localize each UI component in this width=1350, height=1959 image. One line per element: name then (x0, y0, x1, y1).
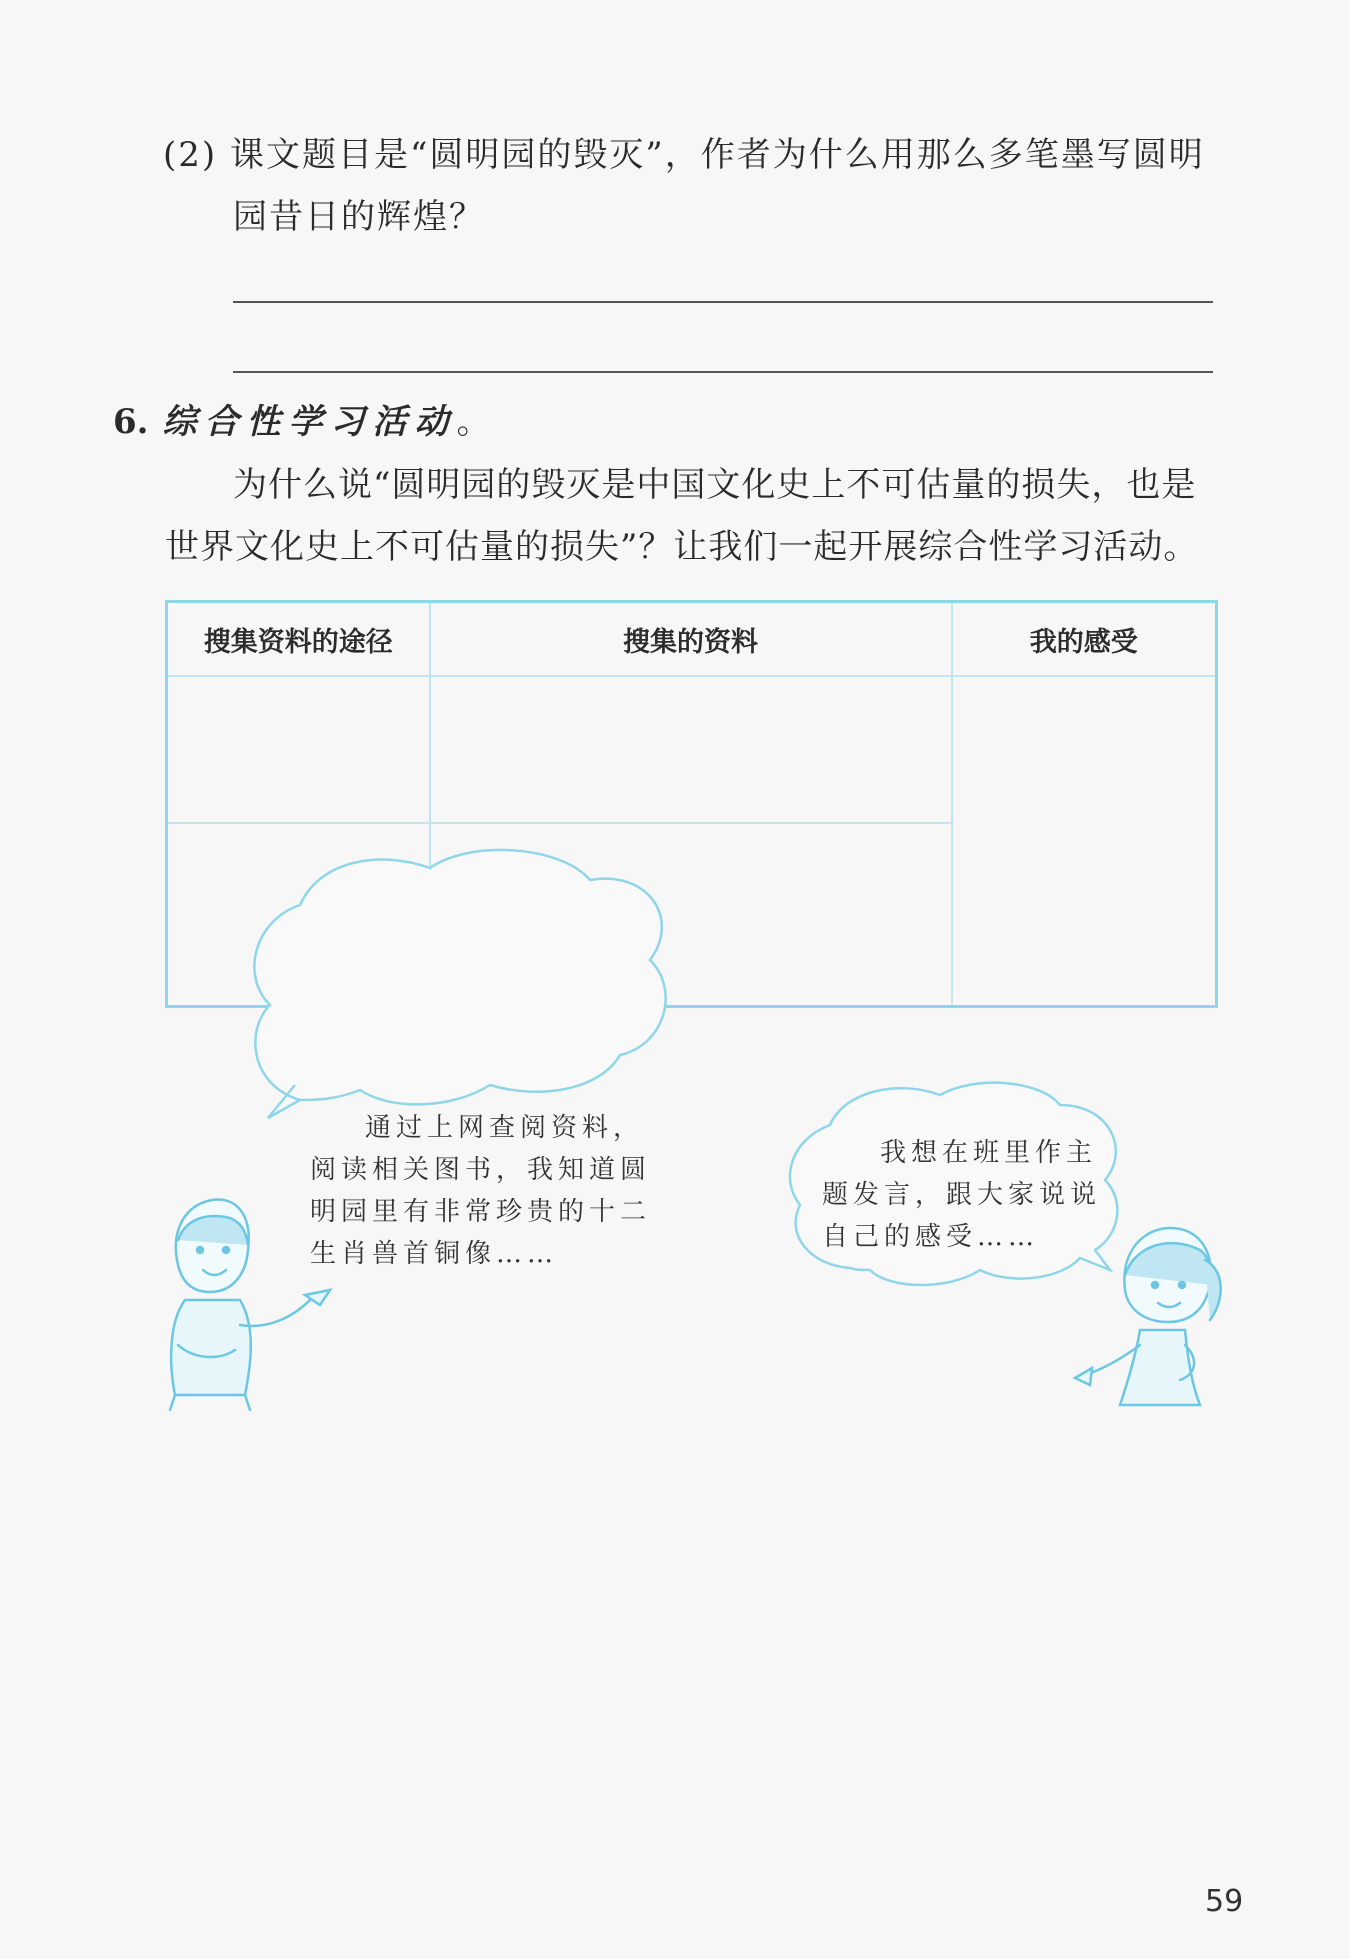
section-title-end: 。 (456, 402, 491, 442)
boy-bubble-line-4: 生肖兽首铜像…… (310, 1239, 559, 1269)
section-6-paragraph-line-2: 世界文化史上不可估量的损失”？让我们一起开展综合性学习活动。 (165, 527, 1199, 567)
girl-bubble-line-2: 题发言，跟大家说说 (822, 1180, 1102, 1210)
boy-bubble-line-2: 阅读相关图书，我知道圆 (310, 1155, 652, 1185)
table-header-feelings: 我的感受 (952, 602, 1217, 677)
girl-bubble-line-3: 自己的感受…… (822, 1222, 1040, 1252)
question-2-line-2: 园昔日的辉煌？ (233, 197, 485, 237)
section-6-paragraph-line-1: 为什么说“圆明园的毁灭是中国文化史上不可估量的损失，也是 (233, 465, 1197, 505)
section-number: 6. (113, 402, 149, 442)
boy-speech-bubble (254, 850, 665, 1118)
boy-bubble-line-1: 通过上网查阅资料， (365, 1113, 645, 1143)
table-header-source: 搜集资料的途径 (167, 602, 430, 677)
boy-illustration (170, 1200, 330, 1410)
page-number: 59 (1205, 1884, 1244, 1919)
boy-bubble-line-3: 明园里有非常珍贵的十二 (310, 1197, 652, 1227)
question-2-line-1: (2) 课文题目是“圆明园的毁灭”，作者为什么用那么多笔墨写圆明 (163, 135, 1205, 175)
girl-bubble-line-1: 我想在班里作主 (880, 1138, 1098, 1168)
section-title: 综合性学习活动 (162, 402, 457, 442)
table-header-materials: 搜集的资料 (430, 602, 952, 677)
